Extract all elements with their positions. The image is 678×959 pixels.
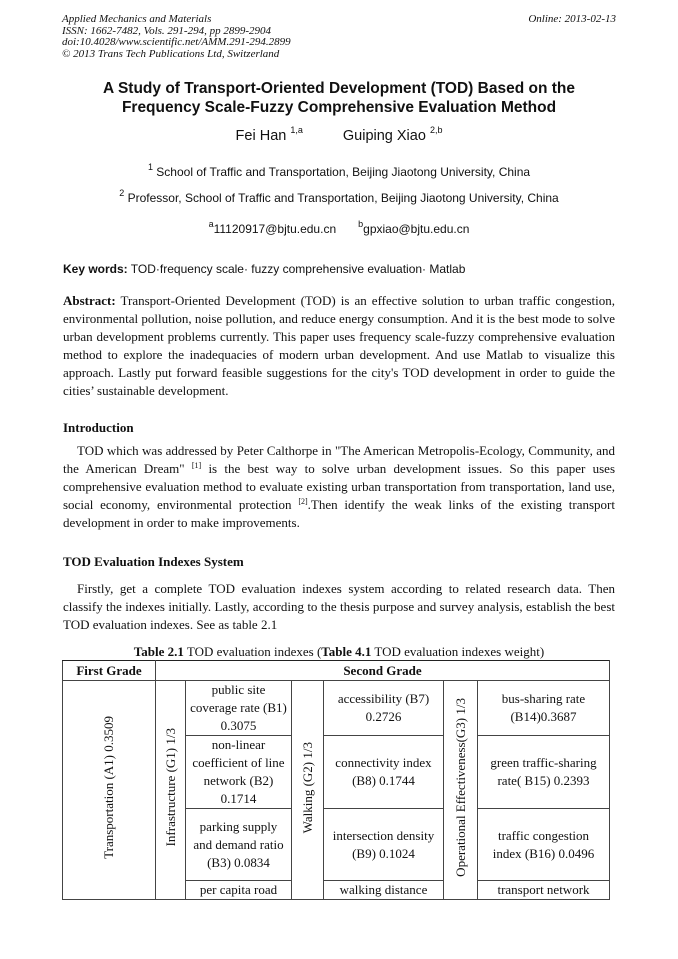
author-1 bbox=[235, 125, 303, 144]
caption-table-2-1: Table 2.1 bbox=[133, 644, 184, 659]
authors bbox=[0, 125, 678, 144]
caption-table-4-1: Table 4.1 bbox=[321, 644, 372, 659]
cell-b9: intersection density (B9) 0.1024 bbox=[324, 809, 444, 881]
paper-title bbox=[40, 79, 638, 117]
abstract-label: Abstract: bbox=[63, 293, 116, 308]
author-2-sup: 2,b bbox=[429, 125, 443, 135]
citation-2[interactable]: [2] bbox=[298, 497, 308, 506]
emails bbox=[0, 219, 678, 236]
affiliation-1-sup: 1 bbox=[147, 162, 153, 172]
email-2-sup: b bbox=[358, 219, 364, 229]
cell-b1: public site coverage rate (B1) 0.3075 bbox=[186, 681, 292, 736]
header-first-grade: First Grade bbox=[63, 661, 156, 681]
abstract bbox=[63, 292, 615, 400]
cell-g3 bbox=[444, 681, 478, 900]
introduction-paragraph bbox=[63, 442, 615, 532]
caption-text-1: TOD evaluation indexes ( bbox=[183, 644, 322, 659]
author-2-name: Guiping Xiao bbox=[342, 128, 430, 144]
evaluation-indexes-table bbox=[62, 660, 609, 900]
copyright: © 2013 Trans Tech Publications Ltd, Switzerland bbox=[62, 47, 280, 60]
abstract-text: Transport-Oriented Development (TOD) is an effective solution to urban traffic congestion, environmental pollution, noise pollution, and reduce energy consumption. And it is the best mode to solve urban development problems currently. This paper uses frequency scale-fuzzy comprehensive evaluation method to explore the inadequacies of modern urban development. And use Matlab to visualize this approach. Lastly put forward feasible suggestions for the city's TOD development in order to guide the cities’ sustainable development. bbox=[63, 293, 615, 398]
intro-text-3: .Then identify the weak links of the existing transport development in order to make improvements. bbox=[63, 497, 615, 530]
cell-b10: walking distance bbox=[324, 881, 444, 900]
keywords-label: Key words: bbox=[63, 262, 128, 276]
affiliation-1-text: School of Traffic and Transportation, Beijing Jiaotong University, China bbox=[152, 165, 531, 179]
header-second-grade: Second Grade bbox=[156, 661, 610, 681]
cell-b17: transport network bbox=[478, 881, 610, 900]
cell-b7: accessibility (B7) 0.2726 bbox=[324, 681, 444, 736]
cell-b4: per capita road bbox=[186, 881, 292, 900]
email-1[interactable]: 11120917@bjtu.edu.cn bbox=[213, 222, 337, 236]
keywords-text: TOD·frequency scale· fuzzy comprehensive evaluation· Matlab bbox=[127, 262, 466, 276]
cell-g1 bbox=[156, 681, 186, 900]
affiliation-2-text: Professor, School of Traffic and Transportation, Beijing Jiaotong University, China bbox=[124, 191, 559, 205]
affiliation-1 bbox=[0, 162, 678, 179]
affiliation-2-sup: 2 bbox=[119, 188, 125, 198]
g2-label: Walking (G2) 1/3 bbox=[299, 741, 315, 834]
online-date: Online: 2013-02-13 bbox=[528, 13, 616, 25]
intro-text-2: is the best way to solve urban development issues. So this paper uses comprehensive evaluation method to evaluate existing urban transportation from transportation, land use, social economy, environmental protection bbox=[63, 461, 616, 512]
title-line-2: Frequency Scale-Fuzzy Comprehensive Evaluation Method bbox=[121, 99, 557, 116]
a1-label: Transportation (A1) 0.3509 bbox=[101, 716, 116, 859]
intro-text-1: TOD which was addressed by Peter Calthorpe in "The American Metropolis-Ecology, Community, and the American Dream" bbox=[63, 443, 615, 476]
citation-1[interactable]: [1] bbox=[191, 461, 202, 470]
caption-text-2: TOD evaluation indexes weight) bbox=[371, 644, 545, 659]
email-1-sup: a bbox=[208, 219, 214, 229]
introduction-heading: Introduction bbox=[63, 420, 134, 435]
doi: doi:10.4028/www.scientific.net/AMM.291-294.2899 bbox=[62, 36, 291, 48]
journal-name: Applied Mechanics and Materials bbox=[62, 13, 212, 25]
cell-b14: bus-sharing rate (B14)0.3687 bbox=[478, 681, 610, 736]
journal-header bbox=[62, 14, 616, 60]
issn: ISSN: 1662-7482, Vols. 291-294, pp 2899-2904 bbox=[62, 24, 271, 37]
author-2 bbox=[342, 125, 443, 144]
cell-b3: parking supply and demand ratio (B3) 0.0834 bbox=[186, 809, 292, 881]
keywords bbox=[63, 262, 615, 276]
cell-b15: green traffic-sharing rate( B15) 0.2393 bbox=[478, 736, 610, 809]
indexes-heading: TOD Evaluation Indexes System bbox=[63, 554, 244, 569]
author-1-name: Fei Han bbox=[235, 128, 291, 144]
table-caption bbox=[0, 644, 678, 660]
indexes-paragraph: Firstly, get a complete TOD evaluation indexes system according to related research data. Then classify the indexes initially. Lastly, according to the thesis purpose and survey analysis, establish the best TOD evaluation indexes. See as table 2.1 bbox=[63, 581, 615, 632]
affiliation-2 bbox=[0, 188, 678, 205]
author-1-sup: 1,a bbox=[290, 125, 303, 135]
cell-b8: connectivity index (B8) 0.1744 bbox=[324, 736, 444, 809]
g3-label: Operational Effectiveness(G3) 1/3 bbox=[452, 698, 468, 877]
cell-b2: non-linear coefficient of line network (B2) 0.1714 bbox=[186, 736, 292, 809]
email-2[interactable]: gpxiao@bjtu.edu.cn bbox=[363, 222, 470, 236]
g1-label: Infrastructure (G1) 1/3 bbox=[162, 728, 178, 847]
title-line-1: A Study of Transport-Oriented Development (TOD) Based on the bbox=[103, 80, 575, 97]
cell-b16: traffic congestion index (B16) 0.0496 bbox=[478, 809, 610, 881]
cell-g2 bbox=[292, 681, 324, 900]
cell-a1 bbox=[63, 681, 156, 900]
